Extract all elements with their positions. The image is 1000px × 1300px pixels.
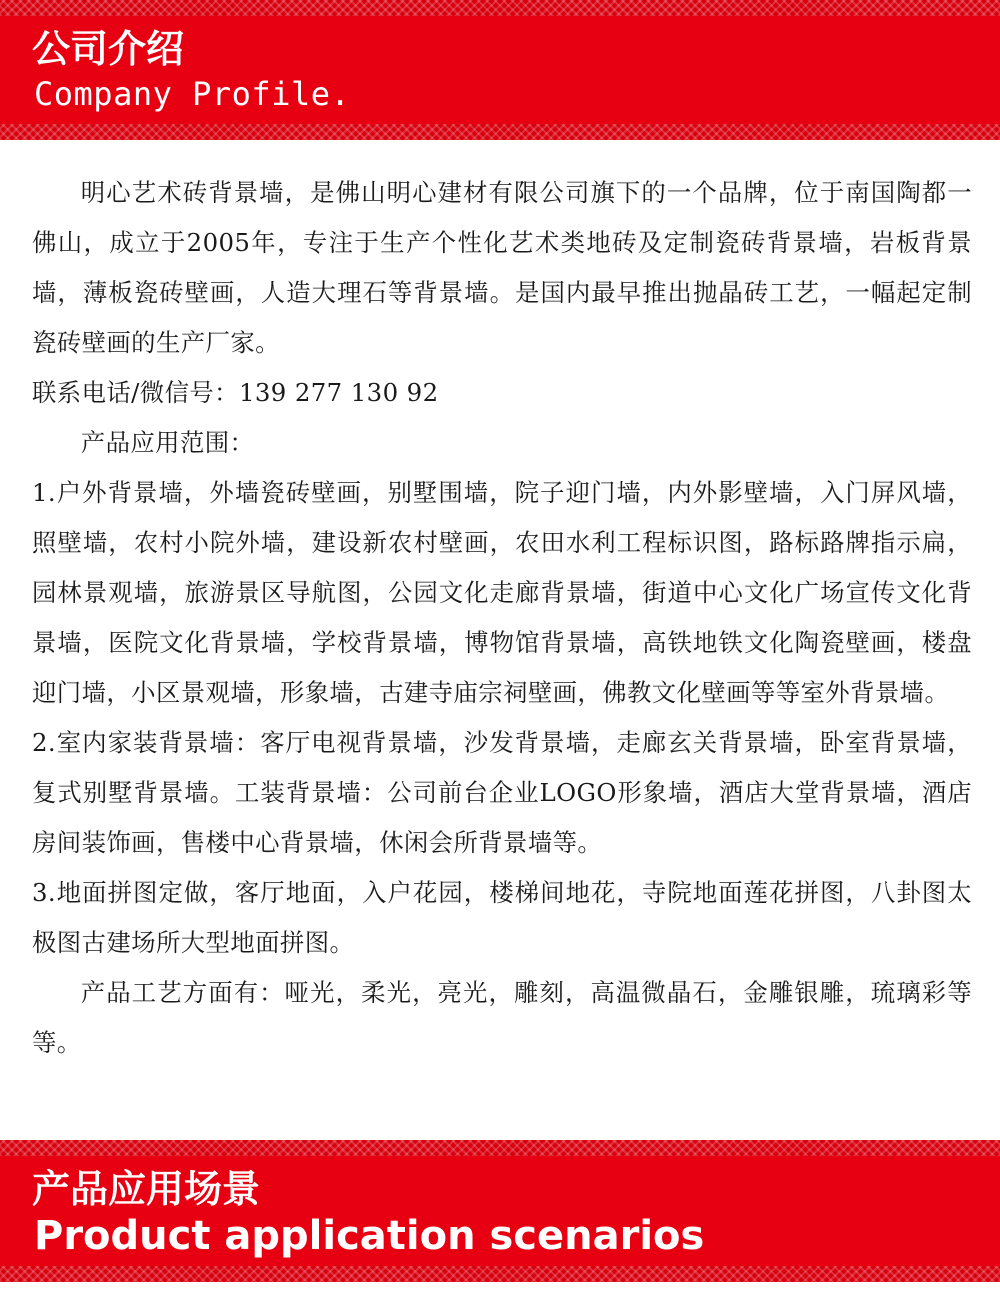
- scope-heading: 产品应用范围：: [80, 428, 255, 457]
- banner-pattern-bottom: [0, 124, 1000, 140]
- scope-item-2: 2.室内家装背景墙：客厅电视背景墙，沙发背景墙，走廊玄关背景墙，卧室背景墙，复式别墅背景墙。工装背景墙：公司前台企业LOGO形象墙，酒店大堂背景墙，酒店房间装饰画，售楼中心背景墙，休闲会所背景墙等。: [32, 728, 972, 857]
- application-scenarios-banner: [0, 1140, 1000, 1282]
- intro-paragraph: 明心艺术砖背景墙，是佛山明心建材有限公司旗下的一个品牌，位于南国陶都一佛山，成立于2005年，专注于生产个性化艺术类地砖及定制瓷砖背景墙，岩板背景墙，薄板瓷砖壁画，人造大理石等背景墙。是国内最早推出抛晶砖工艺，一幅起定制瓷砖壁画的生产厂家。: [32, 178, 972, 357]
- scope-item-3: 3.地面拼图定做，客厅地面，入户花园，楼梯间地花，寺院地面莲花拼图，八卦图太极图古建场所大型地面拼图。: [32, 878, 972, 957]
- craft-paragraph: 产品工艺方面有：哑光，柔光，亮光，雕刻，高温微晶石，金雕银雕，琉璃彩等等。: [32, 978, 972, 1057]
- company-profile-title-cn: 公司介绍: [32, 27, 185, 71]
- company-profile-banner: [0, 0, 1000, 140]
- application-scenarios-title-cn: 产品应用场景: [32, 1167, 261, 1211]
- banner-pattern-top: [0, 1140, 1000, 1156]
- banner-pattern-top: [0, 0, 1000, 16]
- company-profile-title-en: Company Profile.: [34, 75, 351, 113]
- scope-item-1: 1.户外背景墙，外墙瓷砖壁画，别墅围墙，院子迎门墙，内外影壁墙，入门屏风墙，照壁墙，农村小院外墙，建设新农村壁画，农田水利工程标识图，路标路牌指示扁，园林景观墙，旅游景区导航图，公园文化走廊背景墙，街道中心文化广场宣传文化背景墙，医院文化背景墙，学校背景墙，博物馆背景墙，高铁地铁文化陶瓷壁画，楼盘迎门墙，小区景观墙，形象墙，古建寺庙宗祠壁画，佛教文化壁画等等室外背景墙。: [32, 478, 972, 707]
- banner-pattern-bottom: [0, 1266, 1000, 1282]
- contact-line: 联系电话/微信号：139 277 130 92: [32, 378, 439, 407]
- application-scenarios-title-en: Product application scenarios: [34, 1213, 705, 1259]
- company-description: [32, 168, 972, 1068]
